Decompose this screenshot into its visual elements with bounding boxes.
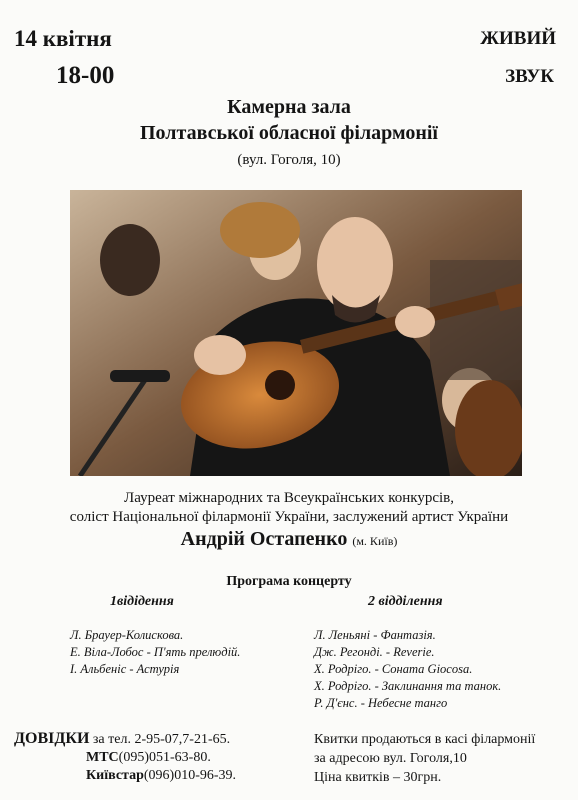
list-item: Л. Леньяні - Фантазія. <box>314 628 436 642</box>
mts-label: МТС <box>86 750 119 765</box>
artist-credentials <box>0 489 578 527</box>
live-sound-label-line1: ЖИВИЙ <box>480 28 556 49</box>
list-item: І. Альбеніс - Астурія <box>70 662 180 676</box>
tickets-line2: за адресою вул. Гоголя,10 <box>314 751 467 766</box>
list-item: Дж. Регонді. - Reverie. <box>314 645 435 659</box>
list-item: Р. Д'єнс. - Небесне танго <box>314 696 448 710</box>
artist-city: (м. Київ) <box>352 534 398 548</box>
tickets-line1: Квитки продаються в касі філармонії <box>314 732 536 747</box>
guitarist-photo <box>70 190 522 476</box>
venue-title-line2: Полтавської обласної філармонії <box>139 122 438 144</box>
artist-name-line <box>0 528 578 551</box>
kyivstar-label: Київстар <box>86 768 144 783</box>
list-item: Е. Віла-Лобос - П'ять прелюдій. <box>70 645 241 659</box>
program-part1-list <box>70 627 240 678</box>
contacts-line1 <box>14 730 236 749</box>
contacts-block <box>14 730 236 785</box>
list-item: Х. Родріго. - Заклинання та танок. <box>314 679 502 693</box>
mts-number: (095)051-63-80. <box>118 750 211 765</box>
tickets-block <box>314 730 535 787</box>
program-part1-title: 1відідення <box>110 594 174 609</box>
live-sound-label-line2: ЗВУК <box>505 66 554 87</box>
artist-name: Андрій Остапенко <box>180 528 348 550</box>
concert-time: 18-00 <box>56 62 115 89</box>
program-part2-title: 2 відділення <box>368 594 443 609</box>
contacts-label: ДОВІДКИ <box>14 730 90 747</box>
program-part2-list <box>314 627 501 712</box>
kyivstar-number: (096)010-96-39. <box>143 768 237 783</box>
venue-title-line1: Камерна зала <box>227 96 351 118</box>
list-item: Л. Брауер-Колискова. <box>70 628 184 642</box>
venue-address: (вул. Гоголя, 10) <box>237 152 341 168</box>
concert-date: 14 квітня <box>14 26 112 51</box>
credentials-line2: соліст Національної філармонії України, заслужений артист України <box>69 509 509 525</box>
contacts-phones: за тел. 2-95-07,7-21-65. <box>89 732 231 747</box>
credentials-line1: Лауреат міжнародних та Всеукраїнських конкурсів, <box>124 490 454 506</box>
tickets-line3: Ціна квитків – 30грн. <box>314 770 442 785</box>
program-title: Програма концерту <box>226 574 352 589</box>
contacts-line2 <box>14 749 236 767</box>
list-item: Х. Родріго. - Соната Giocosa. <box>314 662 473 676</box>
contacts-line3 <box>14 767 236 785</box>
